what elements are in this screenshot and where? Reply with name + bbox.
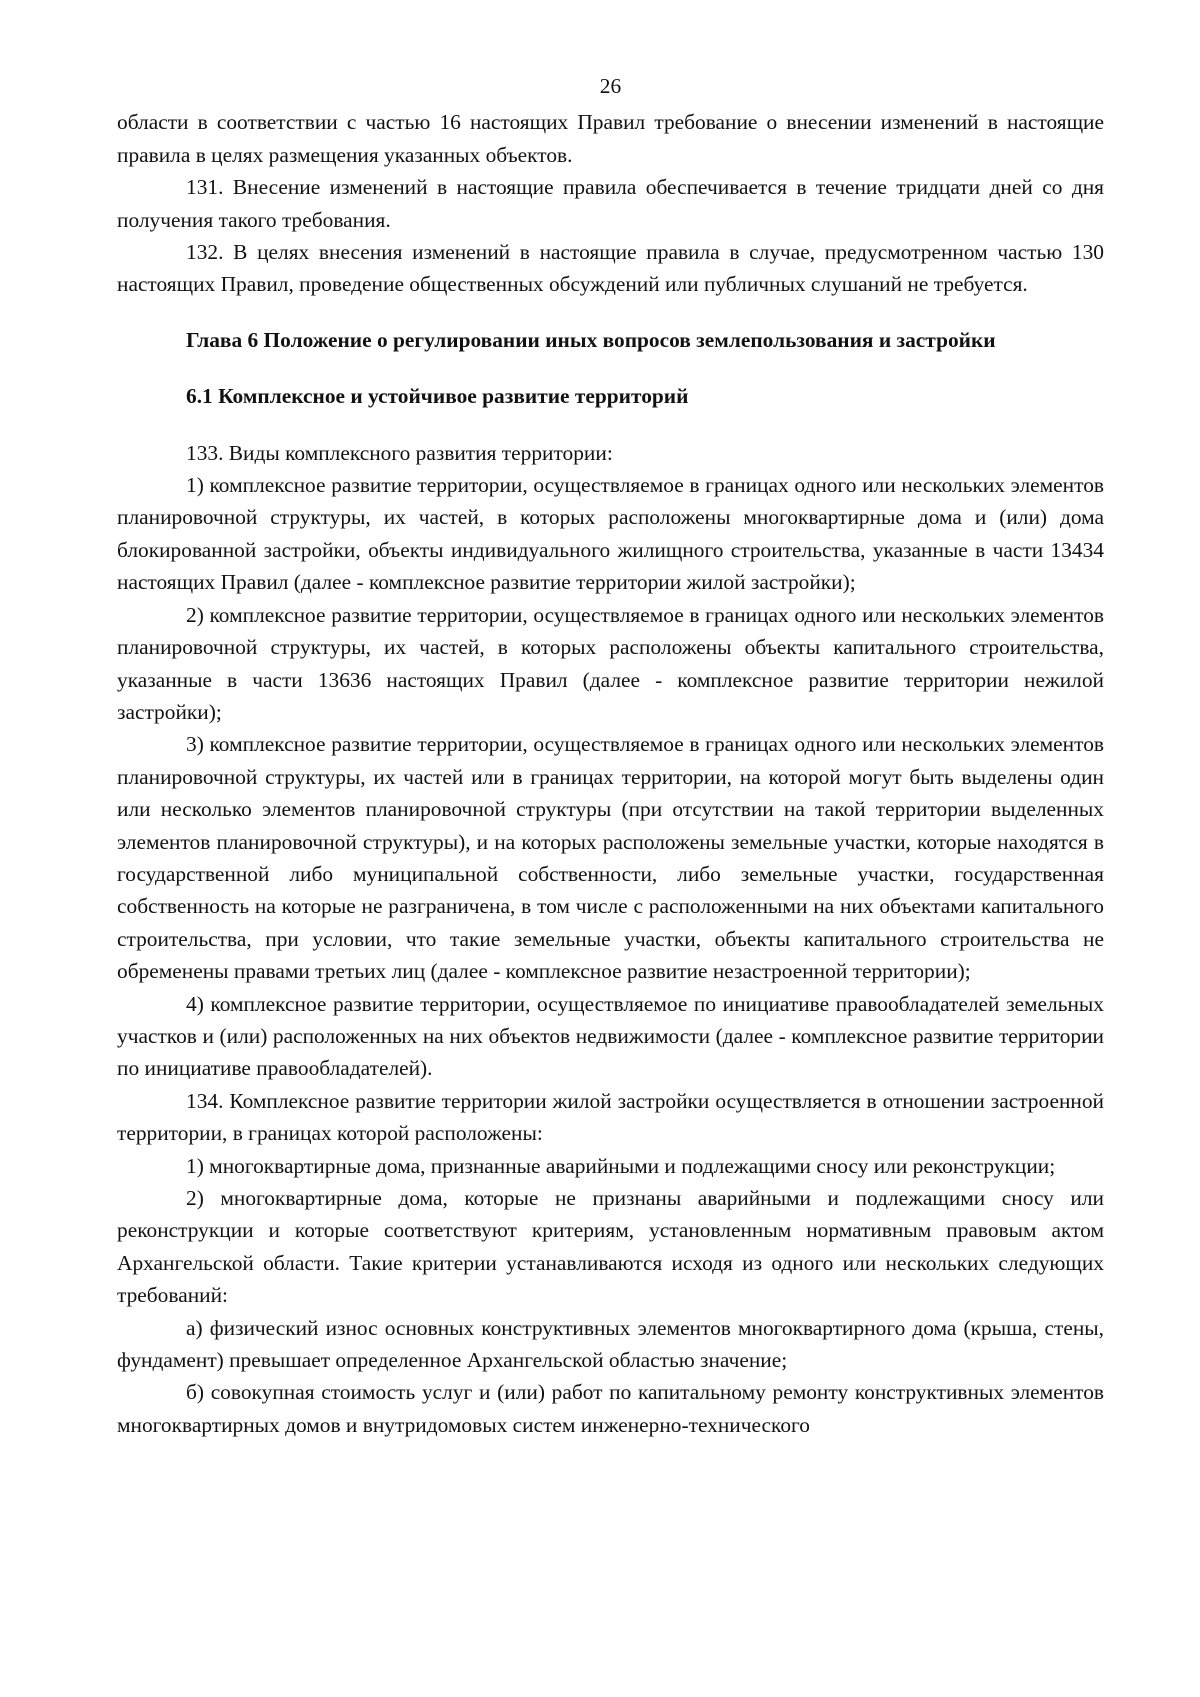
paragraph-131: 131. Внесение изменений в настоящие правила обеспечивается в течение тридцати дней со дня получения такого требования.: [117, 175, 1104, 232]
page-number: 26: [599, 74, 622, 98]
list-item-133-4: 4) комплексное развитие территории, осуществляемое по инициативе правообладателей земельных участков и (или) расположенных на них объектов недвижимости (далее - комплексное развитие территории по инициативе правообладателей).: [117, 991, 1104, 1081]
list-item-133-3: 3) комплексное развитие территории, осуществляемое в границах одного или нескольких элементов планировочной структуры, их частей или в границах территории, на которой могут быть выделены один или несколько элементов планировочной структуры (при отсутствии на такой территории выделенных элементов планировочной структуры), и на которых расположены земельные участки, которые находятся в государственной либо муниципальной собственности, либо земельные участки, государственная собственность на которые не разграничена, в том числе с расположенными на них объектами капитального строительства, при условии, что такие земельные участки, объекты капитального строительства не обременены правами третьих лиц (далее - комплексное развитие незастроенной территории);: [117, 732, 1104, 984]
section-heading: 6.1 Комплексное и устойчивое развитие территорий: [186, 384, 689, 409]
paragraph-continuation: области в соответствии с частью 16 настоящих Правил требование о внесении изменений в настоящие правила в целях размещения указанных объектов.: [117, 110, 1104, 167]
list-item-134-1: 1) многоквартирные дома, признанные аварийными и подлежащими сносу или реконструкции;: [186, 1153, 1056, 1178]
list-item-133-2: 2) комплексное развитие территории, осуществляемое в границах одного или нескольких элементов планировочной структуры, их частей, в которых расположены объекты капитального строительства, указанные в части 13636 настоящих Правил (далее - комплексное развитие территории нежилой застройки);: [117, 602, 1104, 724]
list-item-134-2: 2) многоквартирные дома, которые не признаны аварийными и подлежащими сносу или реконструкции и которые соответствуют критериям, установленным нормативным правовым актом Архангельской области. Такие критерии устанавливаются исходя из одного или нескольких следующих требований:: [117, 1186, 1104, 1308]
list-item-133-1: 1) комплексное развитие территории, осуществляемое в границах одного или нескольких элементов планировочной структуры, их частей, в которых расположены многоквартирные дома и (или) дома блокированной застройки, объекты индивидуального жилищного строительства, указанные в части 13434 настоящих Правил (далее - комплексное развитие территории жилой застройки);: [117, 473, 1104, 595]
paragraph-133: 133. Виды комплексного развития территории:: [186, 440, 613, 465]
list-item-134-2-a: а) физический износ основных конструктивных элементов многоквартирного дома (крыша, стены, фундамент) превышает определенное Архангельской областью значение;: [117, 1315, 1104, 1373]
paragraph-132: 132. В целях внесения изменений в настоящие правила в случае, предусмотренном частью 130 настоящих Правил, проведение общественных обсуждений или публичных слушаний не требуется.: [117, 240, 1104, 297]
list-item-134-2-b: б) совокупная стоимость услуг и (или) работ по капитальному ремонту конструктивных элементов многоквартирных домов и внутридомовых систем инженерно-технического: [117, 1380, 1104, 1437]
chapter-heading: Глава 6 Положение о регулировании иных вопросов землепользования и застройки: [186, 327, 996, 352]
paragraph-134: 134. Комплексное развитие территории жилой застройки осуществляется в отношении застроенной территории, в границах которой расположены:: [117, 1088, 1104, 1146]
